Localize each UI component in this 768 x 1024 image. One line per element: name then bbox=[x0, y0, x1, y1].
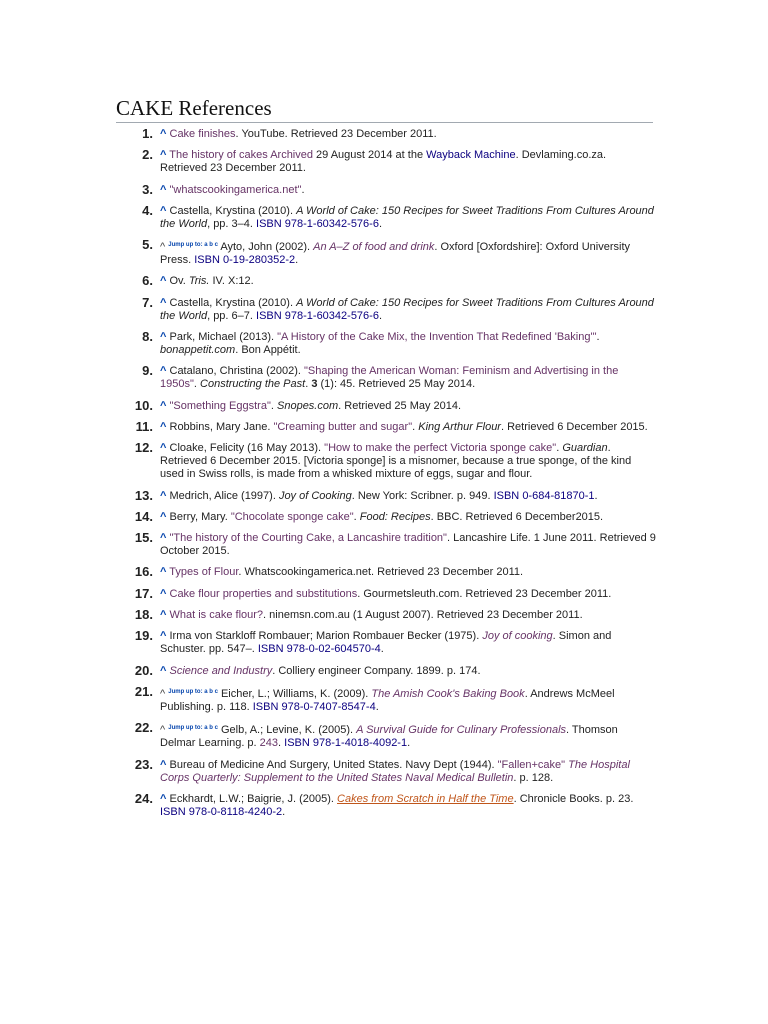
back-link-caret-icon[interactable]: ^ bbox=[160, 510, 167, 523]
citation-link[interactable]: Archived bbox=[270, 149, 313, 162]
citation-text: . Bon Appétit. bbox=[235, 344, 301, 357]
back-link-caret-icon[interactable]: ^ bbox=[160, 296, 167, 309]
citation-link[interactable]: "Creaming butter and sugar" bbox=[273, 420, 413, 433]
heading-divider bbox=[116, 122, 653, 123]
citation-text: . Gourmetsleuth.com. Retrieved 23 December 2011. bbox=[357, 587, 612, 600]
citation-text: IV. X:12. bbox=[209, 275, 254, 288]
reference-item bbox=[116, 202, 656, 231]
citation-link[interactable]: 978-0-8118-4240-2 bbox=[188, 805, 283, 818]
citation-link[interactable]: 0-684-81870-1 bbox=[522, 489, 595, 502]
reference-number: 7. bbox=[142, 294, 153, 310]
citation-link[interactable]: ISBN bbox=[257, 643, 284, 656]
citation-text: . bbox=[412, 420, 419, 433]
citation-link[interactable]: Wayback Machine bbox=[426, 149, 516, 162]
citation-text: . Devlaming.co.za. Retrieved 23 December 2011. bbox=[160, 149, 607, 175]
citation-text: , pp. 6–7. bbox=[207, 309, 257, 322]
back-link-caret-icon[interactable]: ^ bbox=[160, 489, 167, 502]
citation-link[interactable]: The Hospital Corps Quarterly: Supplement to the United States Naval Medical Bulletin bbox=[160, 758, 630, 784]
reference-item bbox=[116, 662, 656, 678]
citation-text: Berry, Mary. bbox=[169, 510, 231, 523]
back-link-caret-icon[interactable]: ^ bbox=[160, 792, 167, 805]
citation-link[interactable]: 978-1-60342-576-6 bbox=[284, 217, 379, 230]
citation-text: Eckhardt, L.W.; Baigrie, J. (2005). bbox=[169, 792, 338, 805]
back-link-caret-icon[interactable]: ^ bbox=[160, 204, 167, 217]
citation-text: . bbox=[301, 183, 305, 196]
reference-item bbox=[116, 294, 656, 323]
citation-text: . Lancashire Life. 1 June 2011. Retrieved 9 October 2015. bbox=[160, 532, 656, 558]
citation-link[interactable]: "Chocolate sponge cake" bbox=[230, 510, 354, 523]
citation-link[interactable]: A Survival Guide for Culinary Professionals bbox=[356, 724, 567, 737]
reference-item bbox=[116, 331, 656, 357]
citation-link[interactable]: ISBN bbox=[256, 309, 282, 322]
references-list bbox=[116, 128, 656, 827]
reference-number: 5. bbox=[142, 237, 153, 253]
reference-number: 24. bbox=[134, 790, 153, 806]
citation-text: . bbox=[375, 700, 379, 713]
reference-item bbox=[116, 365, 656, 391]
reference-item bbox=[116, 181, 656, 197]
citation-text: . bbox=[353, 510, 360, 523]
reference-number: 6. bbox=[142, 273, 153, 289]
reference-number: 8. bbox=[142, 329, 153, 345]
reference-item bbox=[116, 397, 656, 413]
back-link-caret-icon[interactable]: ^ bbox=[160, 149, 167, 162]
citation-text: . New York: Scribner. p. 949. bbox=[351, 489, 494, 502]
citation-text: . bbox=[556, 442, 563, 455]
citation-text: . Retrieved 25 May 2014. bbox=[338, 399, 462, 412]
reference-number: 15. bbox=[134, 530, 153, 546]
jump-up-label[interactable]: Jump up to: bbox=[168, 688, 203, 695]
citation-text: . Chronicle Books. p. 23. bbox=[513, 792, 634, 805]
reference-number: 12. bbox=[134, 440, 153, 456]
back-link-caret-icon[interactable]: ^ bbox=[160, 687, 166, 700]
citation-link[interactable]: The Amish Cook's Baking Book bbox=[371, 687, 525, 700]
back-link-caret-icon[interactable]: ^ bbox=[160, 241, 166, 254]
citation-text: . bbox=[305, 378, 312, 391]
citation-text: . Andrews McMeel Publishing. p. 118. bbox=[160, 687, 615, 713]
citation-text: . Retrieved 6 December 2015. bbox=[500, 420, 648, 433]
reference-item bbox=[116, 442, 656, 481]
citation-text: . bbox=[193, 378, 201, 391]
reference-item bbox=[116, 790, 656, 819]
citation-link[interactable]: ISBN bbox=[194, 254, 220, 267]
citation-link[interactable]: Cake flour properties and substitutions bbox=[169, 587, 358, 600]
back-link-caret-icon[interactable]: ^ bbox=[160, 420, 167, 433]
citation-text: (1): 45. Retrieved 25 May 2014. bbox=[317, 378, 476, 391]
reference-item bbox=[116, 722, 656, 750]
citation-text: . Thomson Delmar Learning. p. bbox=[160, 724, 618, 750]
citation-text: A World of Cake: 150 Recipes for Sweet Traditions From Cultures Around the World bbox=[160, 296, 654, 322]
reference-item bbox=[116, 239, 656, 267]
citation-text: Ov. bbox=[169, 275, 189, 288]
back-link-caret-icon[interactable]: ^ bbox=[160, 630, 167, 643]
citation-link[interactable]: "Shaping the American Woman: Feminism and Advertising in the 1950s" bbox=[160, 365, 619, 391]
citation-text: . Colliery engineer Company. 1899. p. 174. bbox=[272, 664, 481, 677]
reference-item bbox=[116, 683, 656, 714]
back-link-caret-icon[interactable]: ^ bbox=[160, 128, 167, 140]
citation-link[interactable]: Cake finishes bbox=[169, 128, 236, 140]
citation-text: Bureau of Medicine And Surgery, United States. Navy Dept (1944). bbox=[169, 758, 498, 771]
citation-text: 29 August 2014 at the bbox=[312, 149, 427, 162]
citation-text: bonappetit.com bbox=[160, 344, 236, 357]
citation-text: . bbox=[270, 399, 277, 412]
citation-text: Catalano, Christina (2002). bbox=[169, 365, 305, 378]
citation-text: Castella, Krystina (2010). bbox=[169, 204, 297, 217]
citation-link[interactable]: ISBN bbox=[493, 489, 520, 502]
reference-item bbox=[116, 418, 656, 434]
jump-up-label[interactable]: Jump up to: bbox=[168, 725, 203, 732]
citation-link[interactable]: "Something Eggstra" bbox=[169, 399, 271, 412]
citation-text: . bbox=[378, 309, 383, 322]
citation-link[interactable]: "whatscookingamerica.net" bbox=[169, 183, 302, 196]
page-title: CAKE References bbox=[116, 96, 272, 120]
citation-text: Irma von Starkloff Rombauer; Marion Rombauer Becker (1975). bbox=[169, 630, 483, 643]
citation-text: Cloake, Felicity (16 May 2013). bbox=[169, 442, 325, 455]
citation-link[interactable]: An A–Z of food and drink bbox=[313, 241, 435, 254]
citation-text: . bbox=[378, 217, 383, 230]
citation-text: . p. 128. bbox=[513, 771, 554, 784]
citation-text: Medrich, Alice (1997). bbox=[169, 489, 279, 502]
citation-text: . Oxford [Oxfordshire]: Oxford University Press. bbox=[160, 241, 631, 267]
citation-link[interactable]: 978-1-60342-576-6 bbox=[284, 309, 379, 322]
back-link-caret-icon[interactable]: ^ bbox=[160, 532, 167, 545]
back-link-caret-icon[interactable]: ^ bbox=[160, 275, 167, 288]
reference-item bbox=[116, 532, 656, 558]
back-link-caret-icon[interactable]: ^ bbox=[160, 442, 167, 455]
back-link-caret-icon[interactable]: ^ bbox=[160, 566, 167, 579]
citation-link[interactable]: 243 bbox=[259, 737, 279, 750]
citation-text: . bbox=[407, 737, 411, 750]
citation-text: Ayto, John (2002). bbox=[220, 241, 314, 254]
citation-text: . bbox=[596, 331, 600, 344]
reference-number: 3. bbox=[142, 181, 153, 197]
citation-link[interactable]: 0-19-280352-2 bbox=[222, 254, 296, 267]
back-link-caret-icon[interactable]: ^ bbox=[160, 724, 166, 737]
reference-number: 20. bbox=[134, 662, 153, 678]
citation-link[interactable]: What is cake flour? bbox=[169, 609, 264, 622]
citation-text: Eicher, L.; Williams, K. (2009). bbox=[220, 687, 372, 700]
reference-number: 4. bbox=[142, 202, 153, 218]
back-link-caret-icon[interactable]: ^ bbox=[160, 758, 167, 771]
reference-number: 21. bbox=[134, 683, 153, 699]
back-link-caret-icon[interactable]: ^ bbox=[160, 399, 167, 412]
back-link-caret-icon[interactable]: ^ bbox=[160, 609, 167, 622]
reference-number: 23. bbox=[134, 756, 153, 772]
jump-up-letters[interactable]: a b c bbox=[202, 725, 218, 732]
citation-text: . bbox=[295, 254, 299, 267]
citation-link[interactable]: "A History of the Cake Mix, the Invention That Redefined 'Baking'" bbox=[277, 331, 597, 344]
back-link-caret-icon[interactable]: ^ bbox=[160, 587, 167, 600]
citation-text: King Arthur Flour bbox=[418, 420, 501, 433]
citation-text: Joy of Cooking bbox=[278, 489, 352, 502]
citation-text: . bbox=[278, 737, 285, 750]
citation-link[interactable]: 978-1-4018-4092-1 bbox=[312, 737, 408, 750]
citation-link[interactable]: ISBN bbox=[160, 805, 186, 818]
reference-item bbox=[116, 149, 656, 175]
citation-text: 3 bbox=[311, 378, 318, 391]
reference-number: 9. bbox=[142, 363, 153, 379]
reference-item bbox=[116, 275, 656, 288]
reference-item bbox=[116, 487, 656, 503]
citation-text: Tris. bbox=[188, 275, 210, 288]
citation-text: . BBC. Retrieved 6 December2015. bbox=[430, 510, 604, 523]
citation-text: . Retrieved 6 December 2015. [Victoria sponge] is a misnomer, because a true sponge, of the kind used in Swiss rolls, is made from a whisked mixture of eggs, sugar and flour. bbox=[160, 442, 632, 481]
reference-number: 16. bbox=[134, 564, 153, 580]
reference-item bbox=[116, 508, 656, 524]
citation-link[interactable]: "Fallen+cake" bbox=[497, 758, 566, 771]
back-link-caret-icon[interactable]: ^ bbox=[160, 664, 167, 677]
citation-text: Guardian bbox=[562, 442, 608, 455]
citation-text: . bbox=[282, 805, 286, 818]
citation-link[interactable]: 978-0-7407-8547-4 bbox=[281, 700, 376, 713]
back-link-caret-icon[interactable]: ^ bbox=[160, 183, 167, 196]
reference-item bbox=[116, 609, 656, 622]
citation-text: Castella, Krystina (2010). bbox=[169, 296, 297, 309]
citation-text: Robbins, Mary Jane. bbox=[169, 420, 274, 433]
reference-number: 2. bbox=[142, 147, 153, 163]
citation-text: Gelb, A.; Levine, K. (2005). bbox=[220, 724, 357, 737]
citation-text: Food: Recipes bbox=[359, 510, 431, 523]
reference-number: 19. bbox=[134, 628, 153, 644]
citation-text: . ninemsn.com.au (1 August 2007). Retrieved 23 December 2011. bbox=[263, 609, 583, 622]
reference-number: 11. bbox=[135, 418, 153, 434]
reference-number: 18. bbox=[134, 607, 153, 623]
citation-link[interactable]: Science and Industry bbox=[169, 664, 273, 677]
citation-text: . bbox=[380, 643, 384, 656]
citation-text: . YouTube. Retrieved 23 December 2011. bbox=[235, 128, 437, 140]
citation-text: A World of Cake: 150 Recipes for Sweet Traditions From Cultures Around the World bbox=[160, 204, 654, 230]
citation-link[interactable]: "How to make the perfect Victoria sponge cake" bbox=[324, 442, 557, 455]
citation-text: Snopes.com bbox=[277, 399, 339, 412]
citation-link[interactable]: ISBN bbox=[284, 737, 310, 750]
reference-number: 10. bbox=[134, 397, 153, 413]
jump-up-letters[interactable]: a b c bbox=[202, 242, 218, 249]
citation-link[interactable]: ISBN bbox=[256, 217, 282, 230]
reference-number: 14. bbox=[134, 508, 153, 524]
citation-link[interactable]: "The history of the Courting Cake, a Lancashire tradition" bbox=[169, 532, 447, 545]
citation-link[interactable]: Types of Flour bbox=[169, 566, 239, 579]
citation-text: . bbox=[594, 489, 598, 502]
citation-text: , pp. 3–4. bbox=[207, 217, 257, 230]
reference-item bbox=[116, 585, 656, 601]
reference-number: 22. bbox=[134, 720, 153, 736]
citation-link[interactable]: 978-0-02-604570-4 bbox=[286, 643, 381, 656]
reference-number: 17. bbox=[134, 585, 153, 601]
back-link-caret-icon[interactable]: ^ bbox=[160, 365, 167, 378]
citation-link[interactable]: The history of cakes bbox=[169, 149, 268, 162]
reference-item bbox=[116, 756, 656, 785]
citation-link[interactable]: ISBN bbox=[252, 700, 279, 713]
citation-link[interactable]: Cakes from Scratch in Half the Time bbox=[337, 792, 514, 805]
jump-up-letters[interactable]: a b c bbox=[202, 688, 218, 695]
reference-number: 13. bbox=[134, 487, 153, 503]
citation-text: . Whatscookingamerica.net. Retrieved 23 December 2011. bbox=[238, 566, 524, 579]
back-link-caret-icon[interactable]: ^ bbox=[160, 331, 167, 344]
reference-item bbox=[116, 630, 656, 656]
reference-item bbox=[116, 128, 656, 141]
reference-number: 1. bbox=[142, 126, 153, 141]
reference-item bbox=[116, 566, 656, 579]
citation-text: Park, Michael (2013). bbox=[169, 331, 278, 344]
citation-text: . Simon and Schuster. pp. 547–. bbox=[160, 630, 612, 656]
jump-up-label[interactable]: Jump up to: bbox=[168, 242, 203, 249]
citation-link[interactable]: Joy of cooking bbox=[482, 630, 553, 643]
citation-text: Constructing the Past bbox=[200, 378, 306, 391]
